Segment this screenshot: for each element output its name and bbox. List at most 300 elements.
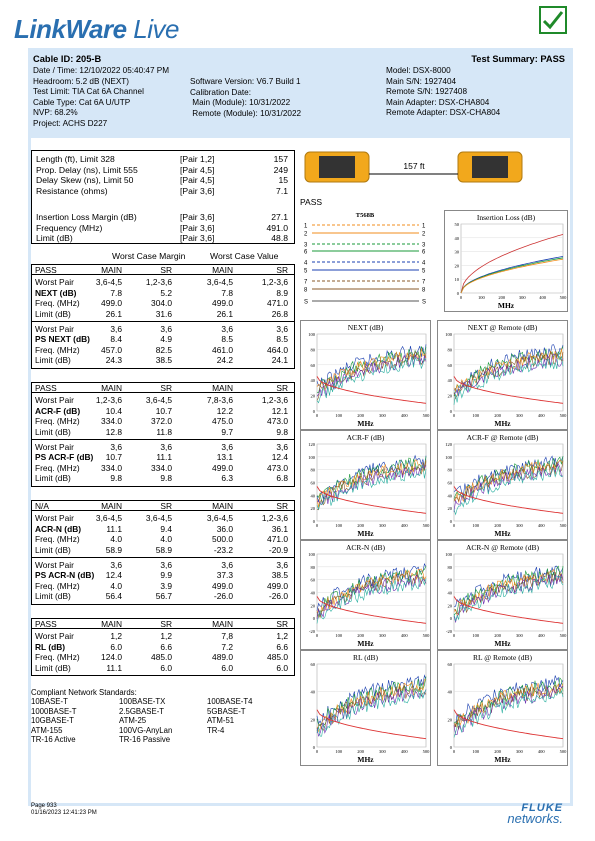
summary-pair: [Pair 3,6]	[180, 212, 215, 222]
standards-row	[31, 706, 246, 716]
x-tick: 0	[452, 749, 456, 754]
row-value: 464.0	[267, 344, 288, 355]
header-right-line: Remote S/N: 1927408	[386, 87, 468, 97]
wiremap-result: PASS	[300, 197, 323, 207]
graph-plot	[438, 321, 569, 431]
column-head: SR	[160, 383, 172, 393]
row-value: 26.1	[216, 308, 233, 319]
table-row	[32, 288, 294, 298]
standards-row	[31, 697, 253, 707]
column-head: SR	[276, 265, 288, 275]
row-value: 6.6	[160, 641, 172, 652]
row-value: 26.8	[271, 308, 288, 319]
y-tick: 100	[445, 552, 452, 557]
standards-row	[31, 716, 235, 726]
summary-pair: [Pair 1,2]	[180, 154, 215, 164]
graph-xlabel: MHz	[494, 755, 511, 764]
row-value: 11.8	[156, 426, 172, 437]
x-tick: 500	[559, 633, 567, 638]
standard-item: 1000BASE-T	[31, 706, 77, 716]
row-value: 9.4	[160, 523, 172, 534]
x-tick: 500	[422, 749, 430, 754]
row-value: 499.0	[212, 298, 233, 309]
y-tick: 60	[310, 662, 315, 667]
table-status: PASS	[35, 619, 57, 629]
y-tick: 20	[447, 506, 452, 512]
graph-panel	[300, 650, 431, 766]
row-label: Freq. (MHz)	[35, 344, 80, 355]
trace-line	[317, 685, 426, 731]
result-table	[31, 500, 295, 605]
x-tick: 0	[452, 413, 456, 418]
pin-left: 3	[304, 242, 308, 249]
row-label: Limit (dB)	[35, 662, 71, 673]
summary-pair: [Pair 3,6]	[180, 185, 215, 196]
y-tick: -20	[446, 629, 452, 634]
standard-item: 100VG-AnyLan	[119, 725, 173, 735]
row-value: 10.7	[155, 405, 172, 416]
column-head: SR	[276, 501, 288, 511]
x-tick: 400	[400, 413, 408, 418]
summary-value: 27.1	[271, 212, 288, 222]
row-label: PS ACR-N (dB)	[35, 570, 95, 581]
pin-right: 7	[422, 279, 426, 286]
row-value: -23.2	[213, 544, 233, 555]
network-standards	[31, 688, 253, 744]
standard-item: 10GBASE-T	[31, 716, 74, 726]
x-tick: 100	[335, 633, 343, 638]
table-row	[32, 406, 294, 416]
print-timestamp: 01/16/2023 12:41:23 PM	[31, 810, 97, 816]
y-tick: 60	[447, 362, 452, 368]
x-tick: 0	[315, 523, 319, 528]
standard-item: ATM-25	[119, 716, 147, 726]
row-value: 475.0	[212, 416, 233, 427]
row-label: Freq. (MHz)	[35, 580, 80, 591]
table-row	[32, 452, 294, 462]
row-value: -20.9	[268, 544, 288, 555]
page-number: Page 933	[31, 803, 57, 809]
x-tick: 100	[472, 523, 480, 528]
row-value: 38.5	[271, 570, 288, 581]
row-value: 1,2	[160, 631, 172, 642]
row-value: 471.0	[267, 534, 288, 545]
row-value: 6.0	[276, 662, 288, 673]
row-value: 6.0	[221, 662, 233, 673]
x-tick: 400	[539, 295, 546, 300]
header-left-line: Test Limit: TIA Cat 6A Channel	[33, 87, 144, 97]
summary-label: Length (ft), Limit 328	[36, 154, 115, 164]
x-tick: 500	[559, 749, 567, 754]
linkware-live-logo	[14, 14, 179, 45]
column-head: SR	[276, 383, 288, 393]
column-head: MAIN	[101, 501, 122, 511]
y-tick: 40	[447, 689, 452, 695]
row-value: 8.5	[221, 334, 233, 345]
x-tick: 100	[472, 413, 480, 418]
table-row	[32, 570, 294, 580]
row-value: 7.8	[221, 287, 233, 298]
row-value: 24.1	[271, 355, 288, 366]
test-summary: Test Summary: PASS	[471, 54, 565, 64]
y-tick: 20	[454, 263, 459, 269]
trace-line	[317, 461, 426, 510]
plot-area	[454, 664, 563, 747]
row-label: Limit (dB)	[35, 308, 71, 319]
row-value: -26.0	[268, 591, 288, 602]
y-tick: 40	[447, 590, 452, 596]
row-label: Limit (dB)	[35, 544, 71, 555]
y-tick: 60	[447, 662, 452, 667]
graph-panel	[437, 540, 568, 650]
table-row	[32, 277, 294, 287]
table-row	[32, 513, 294, 523]
trace-line	[317, 460, 426, 508]
graph-title: ACR-N (dB)	[346, 543, 385, 552]
row-value: 31.6	[155, 308, 172, 319]
row-value: 36.0	[216, 523, 233, 534]
table-row	[32, 591, 294, 601]
summary-label: Insertion Loss Margin (dB)	[36, 212, 137, 222]
column-head: MAIN	[212, 501, 233, 511]
standards-title: Compliant Network Standards:	[31, 688, 137, 697]
pin-right: S	[422, 299, 427, 306]
row-value: 471.0	[267, 298, 288, 309]
row-value: 3,6	[160, 323, 172, 334]
column-head: MAIN	[101, 619, 122, 629]
trace-line	[317, 355, 426, 396]
y-tick: 50	[454, 222, 459, 227]
header-mid-line: Main (Module): 10/31/2022	[190, 98, 291, 108]
pin-right: 3	[422, 242, 426, 249]
y-tick: 80	[447, 467, 452, 473]
header-left-line: Date / Time: 12/10/2022 05:40:47 PM	[33, 66, 170, 75]
row-value: 461.0	[212, 344, 233, 355]
graph-xlabel: MHz	[357, 529, 374, 538]
x-tick: 200	[494, 633, 501, 638]
standard-item: TR-4	[207, 725, 225, 735]
row-value: 37.3	[216, 570, 233, 581]
trace-line	[317, 456, 426, 502]
row-value: 499.0	[101, 298, 122, 309]
row-value: 9.7	[221, 426, 233, 437]
x-tick: 200	[494, 413, 501, 418]
row-value: 6.0	[160, 662, 172, 673]
trace-line	[317, 564, 426, 611]
summary-value: 491.0	[266, 222, 288, 233]
standard-item: 2.5GBASE-T	[119, 706, 165, 716]
row-label: ACR-F (dB)	[35, 405, 81, 416]
y-tick: 60	[447, 577, 452, 583]
header-mid-line: Remote (Module): 10/31/2022	[190, 108, 302, 118]
table-row	[32, 345, 294, 355]
row-label: Worst Pair	[35, 559, 74, 570]
row-value: 11.1	[106, 523, 122, 534]
table-row	[32, 642, 294, 652]
y-tick: 0	[449, 745, 452, 750]
row-value: 1,2-3,6	[145, 277, 172, 288]
x-tick: 100	[472, 749, 480, 754]
row-value: 12.4	[105, 570, 122, 581]
row-value: 4.0	[160, 534, 172, 545]
x-tick: 400	[400, 749, 408, 754]
plot-area	[461, 224, 563, 293]
table-row	[32, 427, 294, 437]
summary-label: Delay Skew (ns), Limit 50	[36, 175, 134, 185]
y-tick: 0	[312, 745, 315, 750]
row-value: 36.1	[271, 523, 288, 534]
graph-panel	[437, 320, 568, 430]
wiremap-title: T568B	[355, 212, 375, 219]
summary-value: 48.8	[271, 233, 288, 243]
x-tick: 200	[357, 523, 364, 528]
y-tick: 100	[308, 332, 315, 337]
loss-curve	[461, 234, 563, 293]
table-row	[32, 473, 294, 483]
row-value: 3,6	[276, 441, 288, 452]
x-tick: 0	[459, 295, 463, 300]
row-value: 3,6	[110, 323, 122, 334]
graph-plot	[445, 211, 569, 313]
standards-row	[31, 734, 171, 744]
row-value: 3,6	[110, 559, 122, 570]
row-label: PS ACR-F (dB)	[35, 452, 94, 463]
row-label: ACR-N (dB)	[35, 523, 82, 534]
summary-pair: [Pair 3,6]	[180, 222, 215, 233]
graph-plot	[438, 651, 569, 767]
row-value: 11.1	[156, 452, 172, 463]
row-label: Freq. (MHz)	[35, 534, 80, 545]
cable-length: 157 ft	[403, 161, 425, 171]
x-tick: 400	[400, 633, 408, 638]
row-value: 499.0	[267, 580, 288, 591]
summary-value: 249	[273, 164, 288, 175]
y-tick: 20	[447, 603, 452, 609]
graph-panel	[300, 430, 431, 540]
row-value: 6.3	[221, 473, 233, 484]
x-tick: 300	[516, 633, 523, 638]
y-tick: 80	[447, 564, 452, 570]
y-tick: 40	[447, 493, 452, 499]
row-value: 7.2	[221, 641, 233, 652]
y-tick: 40	[310, 689, 315, 695]
x-tick: 500	[422, 523, 430, 528]
row-value: 3,6-4,5	[95, 277, 122, 288]
graph-title: ACR-F @ Remote (dB)	[466, 433, 539, 442]
graph-plot	[301, 651, 432, 767]
row-value: 38.5	[155, 355, 172, 366]
y-tick: 20	[447, 717, 452, 723]
row-label: Worst Pair	[35, 395, 74, 406]
worst-case-margin-header: Worst Case Margin	[112, 251, 186, 261]
row-value: 9.9	[160, 570, 172, 581]
y-tick: 0	[449, 519, 452, 524]
graph-plot	[438, 431, 569, 541]
trace-line	[454, 572, 563, 614]
x-tick: 200	[357, 633, 364, 638]
table-row	[32, 416, 294, 426]
x-tick: 300	[518, 295, 526, 300]
x-tick: 200	[494, 523, 501, 528]
pin-left: 1	[304, 223, 308, 230]
row-value: 3,6	[221, 559, 233, 570]
summary-label: Limit (dB)	[36, 233, 73, 243]
table-row	[32, 463, 294, 473]
graph-plot	[301, 541, 432, 651]
x-tick: 100	[472, 633, 480, 638]
graph-xlabel: MHz	[357, 419, 374, 428]
standard-item: ATM-51	[207, 716, 235, 726]
table-header-row	[32, 619, 294, 629]
standard-item: ATM-155	[31, 725, 63, 735]
row-value: 5.2	[160, 287, 172, 298]
result-table	[31, 618, 295, 676]
y-tick: 60	[447, 480, 452, 486]
x-tick: 0	[315, 749, 319, 754]
row-value: 24.3	[105, 355, 122, 366]
table-row	[32, 334, 294, 344]
pin-left: S	[304, 299, 309, 306]
y-tick: 80	[310, 347, 315, 353]
graph-title: Insertion Loss (dB)	[476, 213, 536, 222]
graph-xlabel: MHz	[494, 419, 511, 428]
summary-value: 15	[278, 175, 288, 185]
row-value: 13.1	[216, 452, 233, 463]
summary-value: 7.1	[276, 185, 288, 196]
y-tick: 60	[310, 480, 315, 486]
row-value: 3,6	[221, 323, 233, 334]
pin-right: 4	[422, 260, 426, 267]
x-tick: 300	[516, 523, 523, 528]
group-separator	[32, 321, 294, 322]
y-tick: 40	[454, 235, 459, 241]
graph-panel	[437, 430, 568, 540]
fluke-networks-logo	[507, 802, 563, 826]
row-value: 4.9	[160, 334, 172, 345]
summary-pair: [Pair 4,5]	[180, 175, 215, 185]
row-value: 7,8-3,6	[206, 395, 233, 406]
summary-pair: [Pair 3,6]	[180, 233, 215, 243]
summary-pair: [Pair 4,5]	[180, 164, 215, 175]
x-tick: 500	[422, 633, 430, 638]
pin-right: 1	[422, 223, 426, 230]
row-label: Worst Pair	[35, 441, 74, 452]
y-tick: 20	[310, 506, 315, 512]
y-tick: 80	[310, 564, 315, 570]
table-row	[32, 663, 294, 673]
standard-item: 100BASE-TX	[119, 697, 166, 707]
summary-label: Prop. Delay (ns), Limit 555	[36, 164, 138, 175]
result-table	[31, 264, 295, 369]
table-row	[32, 442, 294, 452]
y-tick: 0	[312, 409, 315, 414]
row-label: Limit (dB)	[35, 473, 71, 484]
y-tick: 0	[449, 616, 452, 622]
table-row	[32, 652, 294, 662]
graph-xlabel: MHz	[494, 529, 511, 538]
x-tick: 0	[452, 523, 456, 528]
cable-id: Cable ID: 205-B	[33, 54, 102, 64]
trace-line	[317, 575, 426, 619]
row-value: 485.0	[267, 652, 288, 663]
y-tick: 60	[310, 362, 315, 368]
row-value: 3,6-4,5	[145, 395, 172, 406]
header-right-line: Main Adapter: DSX-CHA804	[386, 97, 490, 107]
pin-left: 7	[304, 279, 308, 286]
x-tick: 0	[452, 633, 456, 638]
pin-right: 8	[422, 287, 426, 294]
header-left-line: Cable Type: Cat 6A U/UTP	[33, 97, 131, 107]
pin-left: 4	[304, 260, 308, 267]
row-value: 10.4	[105, 405, 122, 416]
pin-left: 5	[304, 268, 308, 275]
x-tick: 300	[516, 749, 523, 754]
graph-panel	[300, 540, 431, 650]
header-left-line: NVP: 68.2%	[33, 108, 78, 118]
row-value: 9.8	[110, 473, 122, 484]
pin-left: 8	[304, 287, 308, 294]
row-value: 8.9	[276, 287, 288, 298]
table-row	[32, 631, 294, 641]
column-head: MAIN	[101, 383, 122, 393]
y-tick: 30	[454, 249, 459, 255]
row-label: Limit (dB)	[35, 591, 71, 602]
row-value: 3,6	[110, 441, 122, 452]
graph-xlabel: MHz	[357, 639, 374, 648]
logo-brand: LinkWare	[14, 14, 127, 44]
y-tick: 100	[308, 454, 315, 460]
y-tick: 20	[310, 717, 315, 723]
y-tick: 20	[310, 393, 315, 399]
table-row	[32, 309, 294, 319]
y-tick: 100	[308, 552, 315, 557]
row-value: 12.4	[271, 452, 288, 463]
graph-panel	[300, 320, 431, 430]
main-tester-icon-screen	[319, 156, 355, 178]
x-tick: 300	[379, 633, 386, 638]
row-value: 6.8	[276, 473, 288, 484]
x-tick: 200	[494, 749, 501, 754]
row-value: 1,2-3,6	[261, 513, 288, 524]
limit-line	[317, 710, 426, 739]
row-value: 3,6-4,5	[145, 513, 172, 524]
row-label: NEXT (dB)	[35, 287, 77, 298]
y-tick: 0	[312, 616, 315, 622]
row-value: 489.0	[212, 652, 233, 663]
row-value: 1,2	[110, 631, 122, 642]
header-mid-line: Calibration Date:	[190, 87, 251, 97]
standard-item: TR-16 Active	[31, 734, 76, 744]
table-header-row	[32, 383, 294, 393]
row-value: 26.1	[105, 308, 122, 319]
row-value: 334.0	[101, 462, 122, 473]
graph-plot	[301, 431, 432, 541]
y-tick: 40	[447, 378, 452, 384]
pin-right: 2	[422, 231, 426, 238]
x-tick: 400	[537, 749, 545, 754]
table-row	[32, 581, 294, 591]
row-label: Freq. (MHz)	[35, 652, 80, 663]
row-value: 7.8	[110, 287, 122, 298]
y-tick: 120	[308, 442, 315, 447]
row-label: Freq. (MHz)	[35, 298, 80, 309]
header-right-line: Remote Adapter: DSX-CHA804	[386, 108, 501, 118]
summary-box	[31, 150, 295, 244]
row-value: 9.8	[276, 426, 288, 437]
x-tick: 200	[357, 413, 364, 418]
table-row	[32, 534, 294, 544]
row-value: 58.9	[155, 544, 172, 555]
